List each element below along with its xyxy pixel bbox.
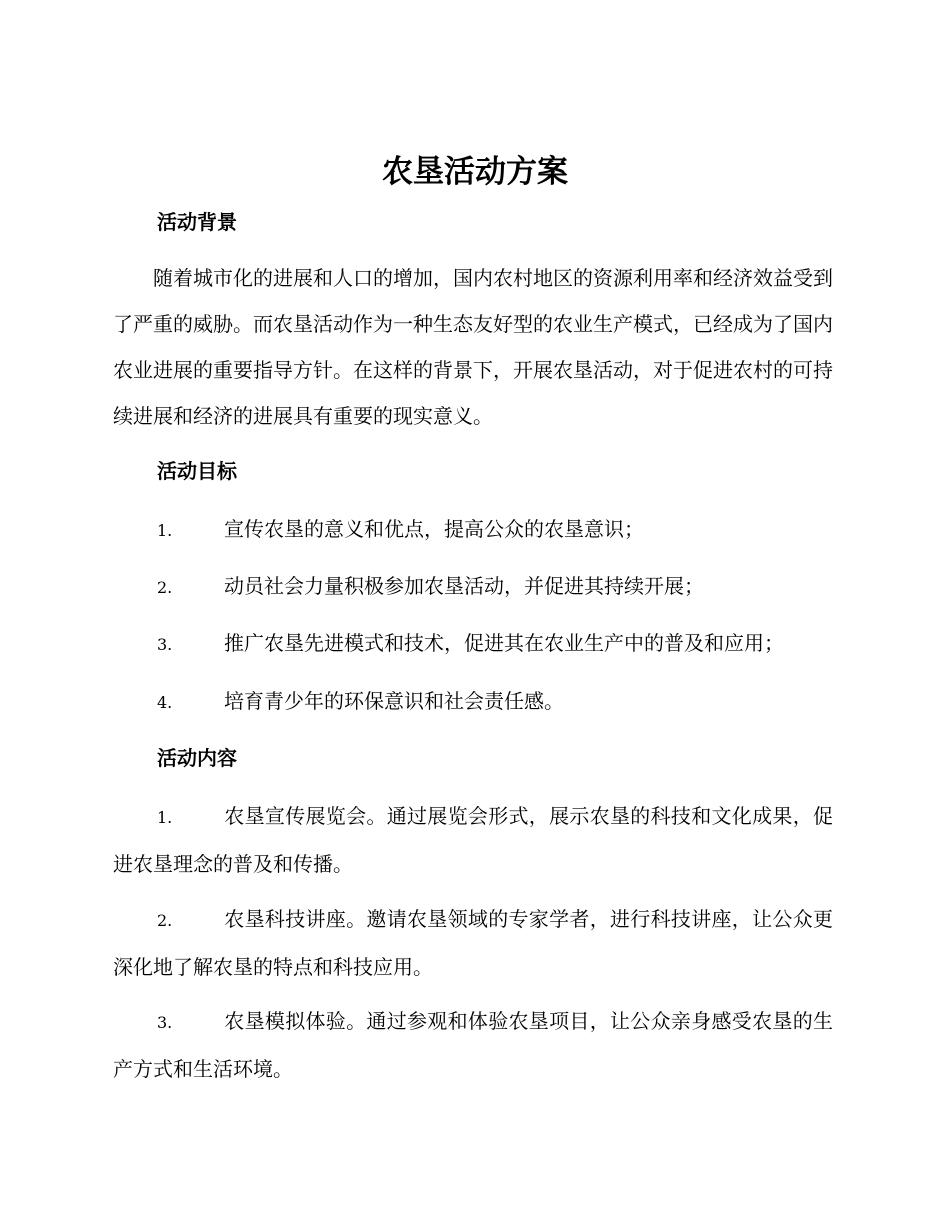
list-text: 农垦科技讲座。邀请农垦领域的专家学者，进行科技讲座，让公众更深化地了解农垦的特点和科技应用。 xyxy=(113,907,833,979)
section-heading-background: 活动背景 xyxy=(157,210,237,234)
list-number: 2. xyxy=(157,911,173,930)
list-text: 农垦宣传展览会。通过展览会形式，展示农垦的科技和文化成果，促进农垦理念的普及和传播。 xyxy=(113,804,833,876)
list-text: 推广农垦先进模式和技术，促进其在农业生产中的普及和应用； xyxy=(224,631,784,655)
list-number: 3. xyxy=(157,635,173,654)
list-number: 2. xyxy=(157,578,173,597)
content-item xyxy=(113,896,833,990)
document-title: 农垦活动方案 xyxy=(382,154,568,190)
background-paragraph: 随着城市化的进展和人口的增加，国内农村地区的资源利用率和经济效益受到了严重的威胁。而农垦活动作为一种生态友好型的农业生产模式，已经成为了国内农业进展的重要指导方针。在这样的背景下，开展农垦活动，对于促进农村的可持续进展和经济的进展具有重要的现实意义。 xyxy=(113,266,833,428)
list-text: 动员社会力量积极参加农垦活动，并促进其持续开展； xyxy=(224,574,704,598)
list-text: 培育青少年的环保意识和社会责任感。 xyxy=(224,689,564,713)
list-number: 1. xyxy=(157,521,173,540)
list-number: 1. xyxy=(157,808,173,827)
goal-item xyxy=(113,563,833,611)
goal-item xyxy=(113,620,833,668)
content-item xyxy=(113,793,833,887)
section-heading-content: 活动内容 xyxy=(157,746,237,770)
list-text: 农垦模拟体验。通过参观和体验农垦项目，让公众亲身感受农垦的生产方式和生活环境。 xyxy=(113,1009,833,1081)
goal-item xyxy=(113,506,833,554)
list-text: 宣传农垦的意义和优点，提高公众的农垦意识； xyxy=(224,517,644,541)
list-number: 3. xyxy=(157,1013,173,1032)
section-heading-goals: 活动目标 xyxy=(157,459,237,483)
content-item xyxy=(113,998,833,1092)
goal-item xyxy=(113,678,833,726)
list-number: 4. xyxy=(157,693,173,712)
